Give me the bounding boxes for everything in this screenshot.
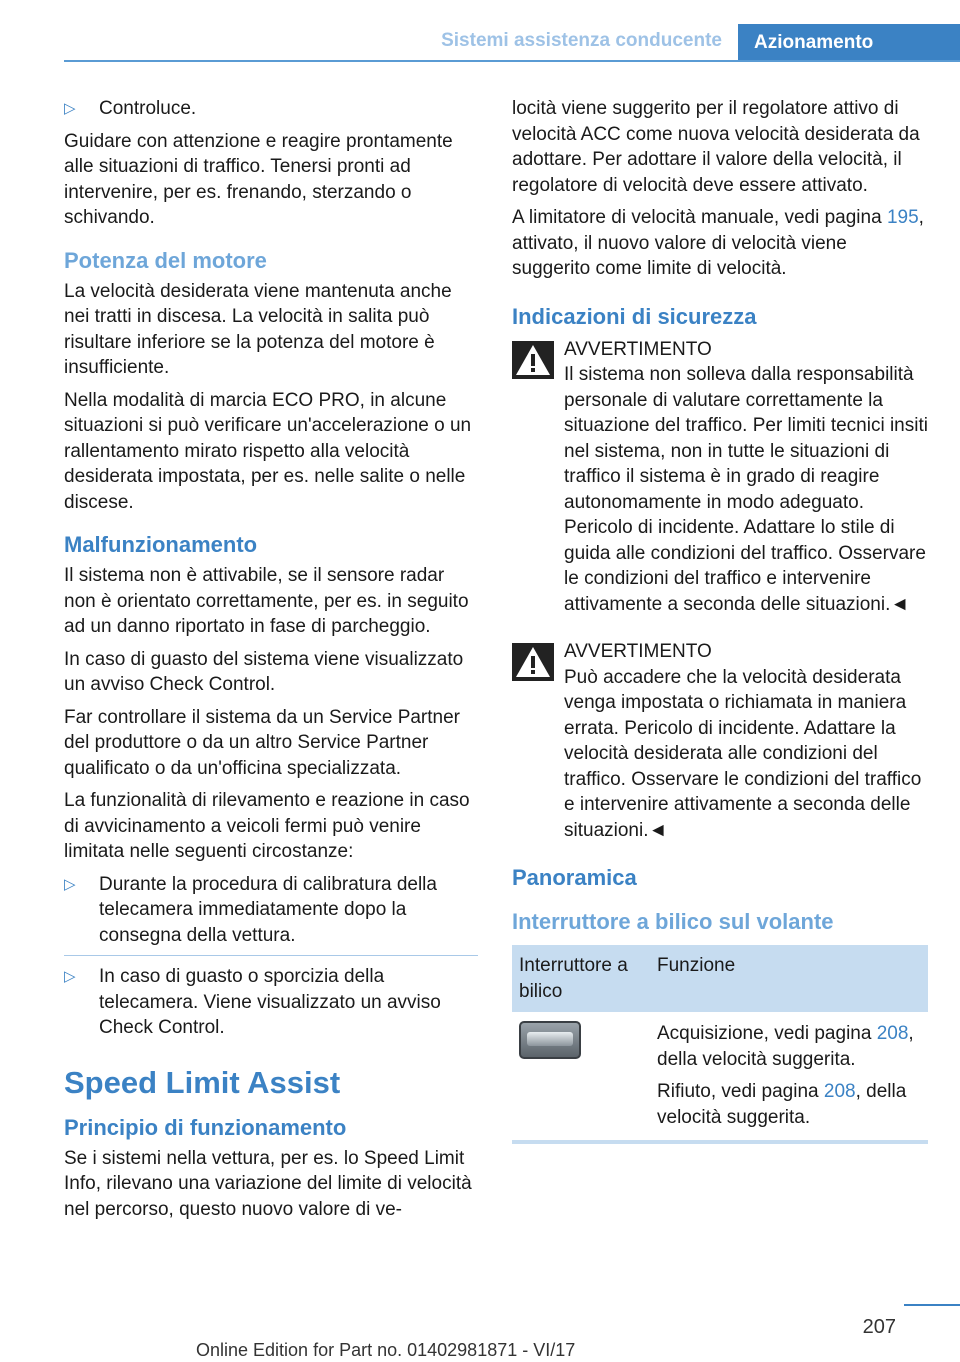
paragraph: Il sistema non è attivabile, se il sensore radar non è orientato correttamente, per es. in seguito ad un danno riportato in fase di parcheggio.	[64, 565, 469, 637]
paragraph: Far controllare il sistema da un Service Partner del produttore o da un altro Service Partner qualificato o da un'officina specializzata.	[64, 706, 460, 779]
warning-title: AVVERTIMENTO	[564, 338, 712, 360]
edition-text: Online Edition for Part no. 01402981871 - VI/17	[196, 1340, 576, 1360]
triangle-bullet-icon: ▷	[64, 968, 76, 985]
warning-title: AVVERTIMENTO	[564, 641, 712, 662]
divider	[64, 955, 478, 956]
section-title: Sistemi assistenza conducente	[441, 30, 722, 51]
heading-panoramica: Panoramica	[512, 865, 637, 890]
table-cell: Acquisizione, vedi pagina 208, della velocità suggerita. Rifiuto, vedi pagina 208, della velocità suggerita.	[657, 1023, 914, 1128]
heading-sicurezza: Indicazioni di sicurezza	[512, 303, 757, 329]
list-item: ▷ In caso di guasto o sporcizia della telecamera. Viene visualizzato un avviso Check Control.	[64, 966, 441, 1038]
chapter-tab[interactable]: Azionamento	[738, 24, 960, 62]
header-rule	[64, 60, 960, 62]
rocker-switch-icon	[519, 1021, 581, 1059]
warning-box	[512, 637, 928, 843]
paragraph: La funzionalità di rilevamento e reazione in caso di avvicinamento a veicoli fermi può venire limitata nelle seguenti circostanze:	[64, 790, 470, 862]
heading-interruttore: Interruttore a bilico sul volante	[512, 909, 834, 934]
table-cell	[512, 1012, 650, 1142]
warning-icon	[512, 643, 554, 681]
table-row	[512, 1012, 928, 1142]
paragraph: A limitatore di velocità manuale, vedi pagina 195, attivato, il nuovo valore di velocità viene suggerito come limite di velocità.	[512, 207, 924, 279]
heading-potenza: Potenza del motore	[64, 247, 267, 273]
heading-malfunzionamento: Malfunzionamento	[64, 532, 258, 557]
heading-speed-limit-assist: Speed Limit Assist	[64, 1064, 341, 1100]
paragraph: locità viene suggerito per il regolatore attivo di velocità ACC come nuova velocità desiderata da adottare. Per adottare il valore della velocità, il regolatore di velocità deve essere attivato.	[512, 98, 920, 196]
page-link[interactable]: 208	[823, 1081, 856, 1102]
paragraph: Guidare con attenzione e reagire prontamente alle situazioni di traffico. Tenersi pronti ad intervenire, per es. frenando, sterzando o schivando.	[64, 130, 453, 228]
warning-box	[512, 335, 928, 618]
triangle-bullet-icon: ▷	[64, 875, 76, 893]
warning-text: Può accadere che la velocità desiderata venga impostata o richiamata in maniera errata. Pericolo di incidente. Adattare la velocità desiderata alle condizioni del traffico. Osservare le condizioni del traffico e intervenire attivamente a seconda delle situazioni.◄	[564, 666, 922, 841]
warning-icon	[512, 341, 554, 379]
left-column	[64, 96, 478, 1229]
right-column	[512, 96, 928, 1144]
paragraph: Nella modalità di marcia ECO PRO, in alcune situazioni si può verificare un'accelerazione o un rallentamento mirato rispetto alla velocità desiderata impostata, per es. nelle salite o nelle discese.	[64, 389, 472, 513]
paragraph: Se i sistemi nella vettura, per es. lo Speed Limit Info, rilevano una variazione del limite di velocità nel percorso, questo nuovo valore di ve-	[64, 1147, 472, 1220]
table-header: Funzione	[650, 945, 928, 1012]
page-number: 207	[862, 1316, 896, 1338]
page-link[interactable]: 208	[876, 1023, 909, 1044]
triangle-bullet-icon: ▷	[64, 100, 76, 117]
footer-rule	[0, 1304, 960, 1306]
warning-text: Il sistema non solleva dalla responsabilità personale di valutare correttamente la situazione del traffico. Per limiti tecnici insiti nel sistema, non in tutte le situazioni di traffico il sistema è in grado di reagire autonomamente in modo adeguato. Pericolo di incidente. Adattare lo stile di guida alle condizioni del traffico. Osservare le condizioni del traffico e intervenire attivamente a seconda delle situazioni.◄	[564, 364, 928, 615]
page-header	[0, 24, 960, 62]
paragraph: In caso di guasto del sistema viene visualizzato un avviso Check Control.	[64, 648, 464, 695]
list-item: ▷ Controluce.	[64, 96, 478, 122]
page-link[interactable]: 195	[886, 207, 919, 228]
heading-principio: Principio di funzionamento	[64, 1114, 347, 1140]
function-table	[512, 945, 928, 1144]
list-item: ▷ Durante la procedura di calibratura della telecamera immediatamente dopo la consegna della vettura.	[64, 873, 437, 946]
paragraph: La velocità desiderata viene mantenuta anche nei tratti in discesa. La velocità in salita può risultare inferiore se la potenza del motore è insufficiente.	[64, 280, 452, 378]
table-header: Interruttore a bilico	[512, 945, 650, 1012]
